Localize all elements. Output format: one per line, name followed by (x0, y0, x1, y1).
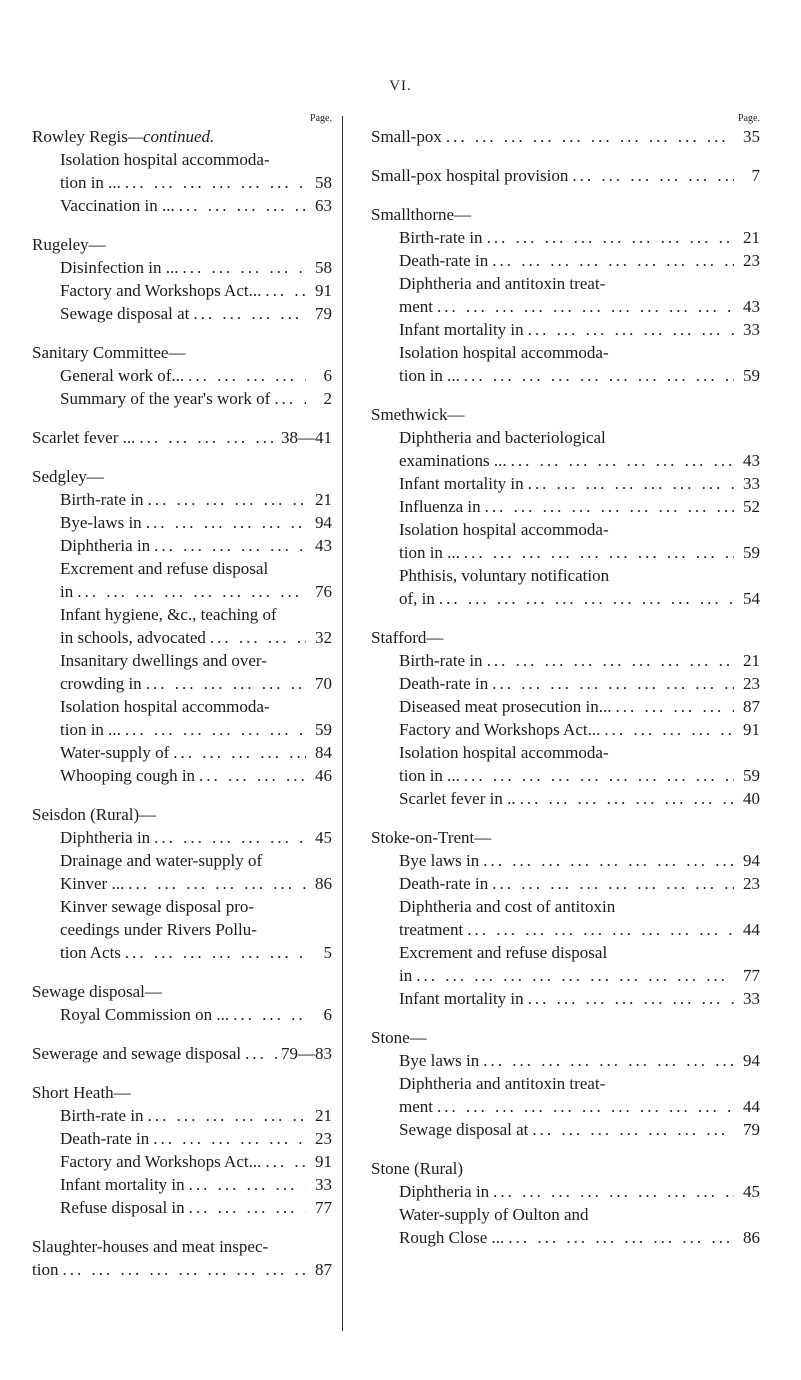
leader-dots (532, 1118, 734, 1141)
entry-text: tion in ... (399, 366, 460, 385)
subentry-cont (32, 941, 332, 964)
leader-dots (487, 649, 734, 672)
entry-text: Diphtheria in (399, 1182, 490, 1201)
subentry (371, 718, 760, 741)
heading-text: Stone— (371, 1028, 427, 1047)
subentry: Water-supply of Oulton and (399, 1205, 589, 1224)
subentry: Isolation hospital accommoda- (399, 343, 609, 362)
page-ref: 23 (315, 1129, 332, 1148)
heading-text: Smallthorne— (371, 205, 472, 224)
subentry: Phthisis, voluntary notification (399, 566, 610, 585)
leader-dots (467, 918, 734, 941)
entry-text: tion in ... (399, 766, 460, 785)
subentry (371, 649, 760, 672)
page-ref: 91 (743, 720, 760, 739)
subentry (32, 279, 332, 302)
subentry-cont (371, 587, 760, 610)
subentry-cont (32, 718, 332, 741)
heading-text: Rugeley— (32, 235, 106, 254)
leader-dots (528, 987, 734, 1010)
subentry: Excrement and refuse disposal (399, 943, 608, 962)
entry-text: tion (32, 1260, 59, 1279)
heading-text: Smethwick— (371, 405, 465, 424)
entry-heading (32, 1081, 332, 1104)
subentry (371, 472, 760, 495)
subentry (371, 318, 760, 341)
entry-text: Death-rate in (60, 1129, 150, 1148)
subentry (371, 695, 760, 718)
leader-dots (77, 580, 306, 603)
subentry (32, 1104, 332, 1127)
entry-text: Whooping cough in (60, 766, 196, 785)
index-entry (371, 626, 760, 810)
subentry: Excrement and refuse disposal (60, 559, 269, 578)
page-ref: 21 (315, 1106, 332, 1125)
subentry: Diphtheria and cost of antitoxin (399, 897, 616, 916)
entry-text: crowding in (60, 674, 142, 693)
page-ref: 87 (743, 697, 760, 716)
page-ref: 94 (743, 1051, 760, 1070)
entry-text: Sewerage and sewage disposal (32, 1044, 242, 1063)
entry-text: Scarlet fever ... (32, 428, 136, 447)
entry-text: Small-pox (371, 127, 442, 146)
index-entry (32, 1235, 332, 1281)
entry-text: Factory and Workshops Act... (60, 281, 262, 300)
page-ref: 86 (315, 874, 332, 893)
entry-text: ment (399, 297, 433, 316)
heading-text: Short Heath— (32, 1083, 131, 1102)
entry-text: Sewage disposal at (399, 1120, 529, 1139)
entry-text: Infant mortality in (399, 474, 524, 493)
subentry-cont (371, 1226, 760, 1249)
page-ref: 43 (743, 451, 760, 470)
entry-heading (371, 125, 760, 148)
entry-text: Infant mortality in (60, 1175, 185, 1194)
entry-text: Summary of the year's work of (60, 389, 271, 408)
subentry: Kinver sewage disposal pro- (60, 897, 255, 916)
page-ref: 2 (323, 389, 332, 408)
leader-dots (511, 449, 734, 472)
right-column (371, 112, 760, 1265)
leader-dots (274, 387, 306, 410)
entry-text: Diphtheria in (60, 536, 151, 555)
page-ref: 23 (743, 674, 760, 693)
heading-text: Seisdon (Rural)— (32, 805, 157, 824)
leader-dots (464, 364, 734, 387)
subentry (371, 672, 760, 695)
page-ref: 76 (315, 582, 332, 601)
leader-dots (437, 1095, 734, 1118)
subentry (371, 249, 760, 272)
entry-text: examinations ... (399, 451, 507, 470)
page-ref: 33 (743, 474, 760, 493)
page-ref: 33 (743, 320, 760, 339)
page-ref: 44 (743, 1097, 760, 1116)
page-ref: 35 (743, 127, 760, 146)
index-entry (371, 203, 760, 387)
heading-text: Stone (Rural) (371, 1159, 464, 1178)
entry-text: tion in ... (399, 543, 460, 562)
subentry (32, 194, 332, 217)
entry-text: tion in ... (60, 173, 121, 192)
entry-text: ment (399, 1097, 433, 1116)
leader-dots (193, 302, 306, 325)
index-entry (32, 1042, 332, 1065)
page-ref: 58 (315, 173, 332, 192)
page-ref: 38—41 (281, 428, 332, 447)
subentry (371, 1118, 760, 1141)
index-entry (32, 341, 332, 410)
page-ref: 91 (315, 1152, 332, 1171)
leader-dots (154, 534, 306, 557)
subentry (32, 364, 332, 387)
subentry-cont (32, 580, 332, 603)
leader-dots (148, 488, 306, 511)
entry-heading (32, 1042, 332, 1065)
subentry (371, 226, 760, 249)
leader-dots (492, 672, 734, 695)
leader-dots (485, 495, 734, 518)
subentry (371, 849, 760, 872)
page-ref: 91 (315, 281, 332, 300)
page-column-header: Page. (738, 113, 760, 124)
leader-dots (173, 741, 306, 764)
entry-text: Water-supply of (60, 743, 170, 762)
page-ref: 79—83 (281, 1044, 332, 1063)
subentry: Isolation hospital accommoda- (399, 520, 609, 539)
page-column-header: Page. (310, 113, 332, 124)
subentry-cont (371, 449, 760, 472)
entry-text: tion in ... (60, 720, 121, 739)
leader-dots (483, 849, 734, 872)
leader-dots (492, 249, 734, 272)
subentry: Isolation hospital accommoda- (60, 150, 270, 169)
leader-dots (233, 1003, 306, 1026)
entry-heading (371, 203, 760, 226)
subentry: Infant hygiene, &c., teaching of (60, 605, 277, 624)
page-ref: 23 (743, 251, 760, 270)
subentry: Insanitary dwellings and over- (60, 651, 267, 670)
page-ref: 58 (315, 258, 332, 277)
page-ref: 5 (323, 943, 332, 962)
index-entry (32, 426, 332, 449)
entry-text: of, in (399, 589, 435, 608)
leader-dots (125, 941, 306, 964)
index-entry (32, 1081, 332, 1219)
entry-text: Small-pox hospital provision (371, 166, 569, 185)
leader-dots (183, 256, 306, 279)
entry-text: Death-rate in (399, 251, 489, 270)
page-ref: 63 (315, 196, 332, 215)
entry-heading (371, 403, 760, 426)
subentry (32, 302, 332, 325)
subentry-cont (32, 672, 332, 695)
entry-heading (32, 1235, 332, 1258)
entry-text: Bye laws in (399, 1051, 480, 1070)
heading-text: Rowley Regis (32, 127, 128, 146)
column-divider (342, 116, 343, 1331)
subentry: Drainage and water-supply of (60, 851, 263, 870)
entry-text: Refuse disposal in (60, 1198, 185, 1217)
leader-dots (148, 1104, 306, 1127)
page-ref: 54 (743, 589, 760, 608)
subentry (32, 387, 332, 410)
entry-heading (371, 1157, 760, 1180)
leader-dots (528, 318, 734, 341)
entry-text: Factory and Workshops Act... (399, 720, 601, 739)
leader-dots (189, 1173, 306, 1196)
entry-text: in (399, 966, 413, 985)
entry-text: Kinver ... (60, 874, 125, 893)
leader-dots (245, 1042, 277, 1065)
index-entry (371, 1026, 760, 1141)
leader-dots (210, 626, 306, 649)
entry-heading (32, 465, 332, 488)
subentry: Isolation hospital accommoda- (399, 743, 609, 762)
entry-text: Disinfection in ... (60, 258, 179, 277)
subentry-cont (371, 364, 760, 387)
leader-dots (128, 872, 306, 895)
subentry-cont (32, 171, 332, 194)
entry-heading (32, 426, 332, 449)
entry-text: Death-rate in (399, 674, 489, 693)
leader-dots (188, 364, 306, 387)
page-ref: 32 (315, 628, 332, 647)
entry-heading-cont (32, 1258, 332, 1281)
leader-dots (416, 964, 734, 987)
entry-heading (371, 1026, 760, 1049)
subentry (371, 1180, 760, 1203)
entry-text: Bye laws in (399, 851, 480, 870)
index-entry (371, 826, 760, 1010)
subentry (371, 787, 760, 810)
entry-text: Factory and Workshops Act... (60, 1152, 262, 1171)
entry-text: Vaccination in ... (60, 196, 175, 215)
leader-dots (62, 1258, 306, 1281)
entry-text: in schools, advocated (60, 628, 206, 647)
page-ref: 84 (315, 743, 332, 762)
subentry: Diphtheria and antitoxin treat- (399, 274, 606, 293)
leader-dots (464, 541, 734, 564)
subentry (32, 764, 332, 787)
subentry-cont (371, 1095, 760, 1118)
page-ref: 23 (743, 874, 760, 893)
page-ref: 94 (315, 513, 332, 532)
leader-dots (446, 125, 734, 148)
subentry-cont (371, 918, 760, 941)
subentry: Isolation hospital accommoda- (60, 697, 270, 716)
page-ref: 70 (315, 674, 332, 693)
page-ref: 77 (315, 1198, 332, 1217)
page-ref: 86 (743, 1228, 760, 1247)
entry-text: Royal Commission on ... (60, 1005, 230, 1024)
index-entry (371, 403, 760, 610)
page-ref: 59 (743, 366, 760, 385)
page-ref: 59 (315, 720, 332, 739)
leader-dots (153, 1127, 306, 1150)
page-ref: 44 (743, 920, 760, 939)
entry-text: Birth-rate in (60, 1106, 144, 1125)
leader-dots (528, 472, 734, 495)
page-ref: 46 (315, 766, 332, 785)
leader-dots (520, 787, 734, 810)
entry-text: treatment (399, 920, 464, 939)
index-entry (32, 125, 332, 217)
leader-dots (199, 764, 306, 787)
heading-text: Slaughter-houses and meat inspec- (32, 1237, 269, 1256)
subentry-cont (32, 872, 332, 895)
subentry: Diphtheria and bacteriological (399, 428, 606, 447)
page-ref: 7 (751, 166, 760, 185)
entry-text: Scarlet fever in .. (399, 789, 516, 808)
leader-dots (189, 1196, 306, 1219)
entry-heading (371, 626, 760, 649)
page-ref: 79 (743, 1120, 760, 1139)
page-ref: 33 (315, 1175, 332, 1194)
subentry (32, 1127, 332, 1150)
page-ref: 94 (743, 851, 760, 870)
heading-text: Sanitary Committee— (32, 343, 186, 362)
entry-text: Influenza in (399, 497, 481, 516)
leader-dots (604, 718, 734, 741)
subentry (32, 1003, 332, 1026)
left-column (32, 112, 332, 1297)
entry-text: General work of... (60, 366, 185, 385)
subentry (32, 511, 332, 534)
page-ref: 59 (743, 766, 760, 785)
entry-text: Infant mortality in (399, 320, 524, 339)
subentry-cont (371, 541, 760, 564)
entry-heading (371, 826, 760, 849)
leader-dots (179, 194, 306, 217)
subentry (371, 987, 760, 1010)
leader-dots (483, 1049, 734, 1072)
leader-dots (154, 826, 306, 849)
subentry (32, 534, 332, 557)
subentry (371, 1049, 760, 1072)
subentry-cont (32, 626, 332, 649)
entry-text: Rough Close ... (399, 1228, 505, 1247)
page-ref: 21 (743, 228, 760, 247)
subentry-cont (371, 964, 760, 987)
page-number: VI. (389, 78, 412, 94)
index-entry (371, 125, 760, 148)
subentry (32, 256, 332, 279)
leader-dots (439, 587, 734, 610)
heading-suffix: —continued. (127, 127, 215, 146)
page-ref: 33 (743, 989, 760, 1008)
page-ref: 6 (323, 1005, 332, 1024)
entry-heading (32, 980, 332, 1003)
entry-text: Infant mortality in (399, 989, 524, 1008)
leader-dots (508, 1226, 734, 1249)
page-ref: 87 (315, 1260, 332, 1279)
subentry (371, 495, 760, 518)
entry-heading (371, 164, 760, 187)
entry-text: in (60, 582, 74, 601)
index-entry (32, 980, 332, 1026)
index-entry (371, 1157, 760, 1249)
leader-dots (146, 511, 306, 534)
heading-text: Sewage disposal— (32, 982, 162, 1001)
page-ref: 45 (315, 828, 332, 847)
leader-dots (139, 426, 277, 449)
subentry (32, 1196, 332, 1219)
leader-dots (615, 695, 734, 718)
entry-text: Birth-rate in (60, 490, 144, 509)
leader-dots (265, 279, 306, 302)
leader-dots (125, 171, 306, 194)
leader-dots (265, 1150, 306, 1173)
entry-text: Sewage disposal at (60, 304, 190, 323)
leader-dots (437, 295, 734, 318)
subentry-cont: ceedings under Rivers Pollu- (60, 920, 257, 939)
leader-dots (572, 164, 734, 187)
page-ref: 21 (315, 490, 332, 509)
page-ref: 40 (743, 789, 760, 808)
entry-text: Death-rate in (399, 874, 489, 893)
subentry (32, 1150, 332, 1173)
subentry: Diphtheria and antitoxin treat- (399, 1074, 606, 1093)
leader-dots (125, 718, 306, 741)
entry-text: Diphtheria in (60, 828, 151, 847)
entry-text: Birth-rate in (399, 651, 483, 670)
page-ref: 43 (743, 297, 760, 316)
entry-text: Diseased meat prosecution in... (399, 697, 612, 716)
heading-text: Stoke-on-Trent— (371, 828, 492, 847)
entry-text: Bye-laws in (60, 513, 142, 532)
page-ref: 43 (315, 536, 332, 555)
entry-heading (32, 803, 332, 826)
heading-text: Stafford— (371, 628, 444, 647)
index-entry (371, 164, 760, 187)
leader-dots (464, 764, 734, 787)
subentry (32, 741, 332, 764)
page-ref: 21 (743, 651, 760, 670)
page-ref: 52 (743, 497, 760, 516)
page-ref: 45 (743, 1182, 760, 1201)
subentry (32, 488, 332, 511)
page-ref: 79 (315, 304, 332, 323)
index-entry (32, 803, 332, 964)
entry-text: Birth-rate in (399, 228, 483, 247)
subentry (371, 872, 760, 895)
leader-dots (492, 872, 734, 895)
entry-heading (32, 233, 332, 256)
entry-text: tion Acts (60, 943, 121, 962)
subentry-cont (371, 295, 760, 318)
index-entry (32, 465, 332, 787)
entry-heading (32, 125, 332, 148)
heading-text: Sedgley— (32, 467, 104, 486)
subentry (32, 1173, 332, 1196)
page-ref: 59 (743, 543, 760, 562)
subentry (32, 826, 332, 849)
entry-heading (32, 341, 332, 364)
page-ref: 77 (743, 966, 760, 985)
subentry-cont (371, 764, 760, 787)
leader-dots (146, 672, 306, 695)
leader-dots (493, 1180, 734, 1203)
leader-dots (487, 226, 734, 249)
index-entry (32, 233, 332, 325)
page-ref: 6 (323, 366, 332, 385)
